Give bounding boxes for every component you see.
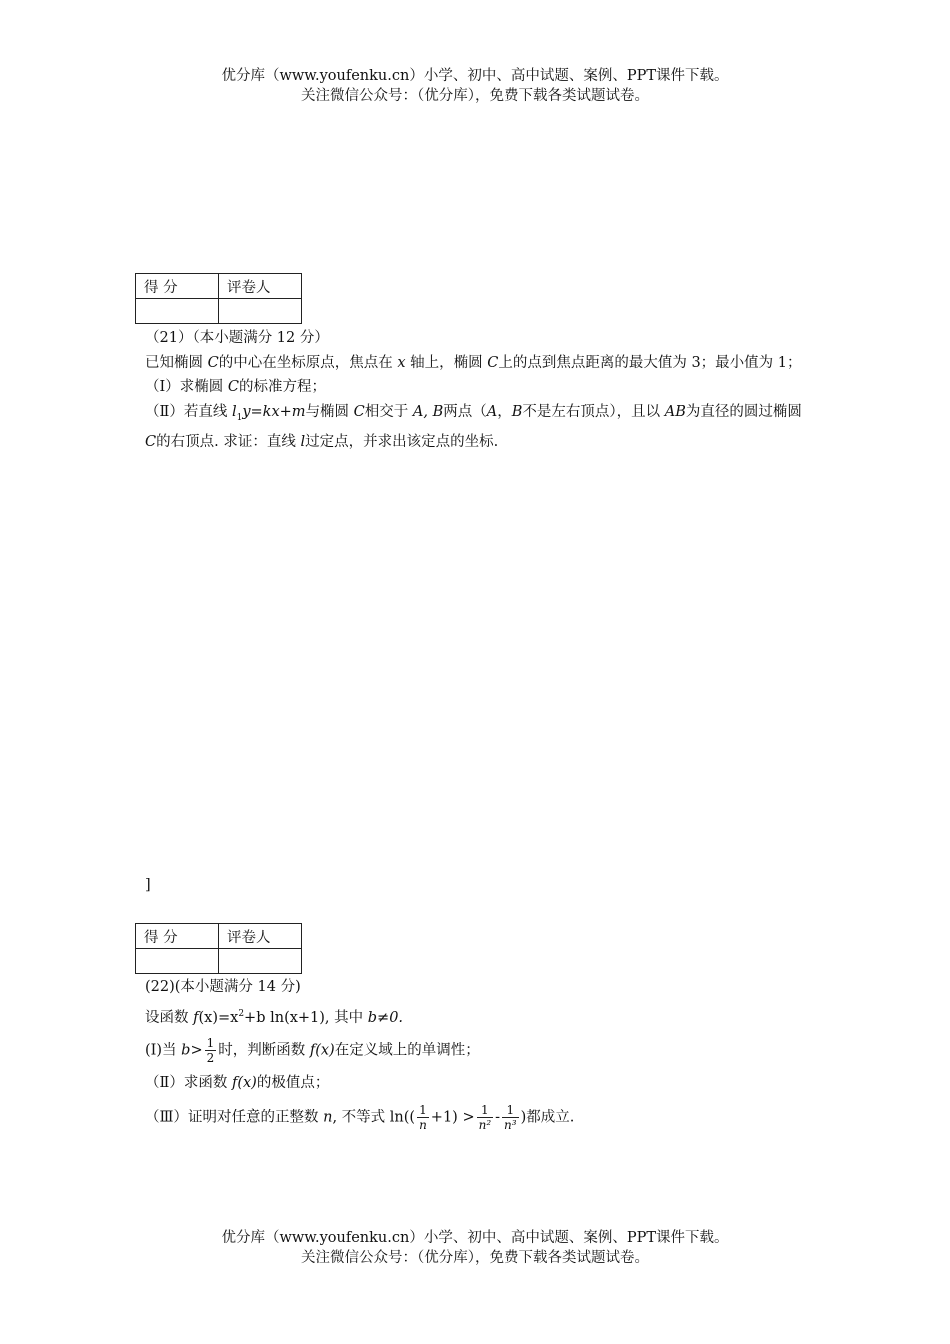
q21-part-1: （Ⅰ）求椭圆 C的标准方程； (145, 379, 326, 395)
q21-part-2: （Ⅱ）若直线 $l_1y=kx+m$与椭圆 C相交于 A, B两点（A，B不是左右顶点），且以 AB为直径的圆过椭圆 C的右顶点. 求证：直线 l过定点，并求出该定点的坐标. (145, 403, 802, 450)
q22-stem: 设函数 $f(x)=x^2+b$ ln(x+1), 其中 b≠0. (145, 1008, 404, 1026)
fraction-1-over-n: $\frac{1}{n}$ (419, 1103, 427, 1133)
header-line-2: 关注微信公众号：（优分库），免费下载各类试题试卷。 (301, 88, 649, 104)
score-label: 得 分 (136, 924, 219, 949)
score-label: 得 分 (136, 274, 219, 299)
score-cell (136, 949, 219, 974)
grader-label: 评卷人 (219, 924, 302, 949)
grader-cell (219, 949, 302, 974)
question-21 (145, 326, 810, 454)
question-22 (145, 975, 810, 1132)
fraction-1-over-n3: $\frac{1}{\text{n³}}$ (504, 1103, 517, 1133)
q21-stem: 已知椭圆 C的中心在坐标原点，焦点在 x 轴上，椭圆 C上的点到焦点距离的最大值为 3；最小值为 1； (145, 354, 802, 371)
q22-part-3: （Ⅲ）证明对任意的正整数 n, 不等式 ln(( $\frac{1}{n}$ +1) > $\frac{1}{\text{n²}}$ - $\frac{1}{\text{n³}}$ )都成立. (145, 1103, 575, 1133)
page-footer (0, 1228, 950, 1268)
q22-part-2: （Ⅱ）求函数 f(x)的极值点； (145, 1074, 330, 1091)
grader-cell (219, 299, 302, 324)
score-table-q22 (135, 923, 302, 974)
q21-heading: （21）（本小题满分 12 分） (145, 330, 329, 346)
q22-heading: (22)(本小题满分 14 分) (145, 979, 301, 995)
score-cell (136, 299, 219, 324)
fraction-one-half: $\frac{1}{2}$ (206, 1035, 215, 1065)
grader-label: 评卷人 (219, 274, 302, 299)
page-header (0, 66, 950, 106)
fraction-1-over-n2: $\frac{1}{\text{n²}}$ (478, 1103, 492, 1133)
q22-part-1: (Ⅰ)当 b> $\frac{1}{2}$ 时，判断函数 f(x)在定义域上的单调性； (145, 1035, 480, 1065)
stray-bracket: ] (145, 877, 151, 893)
score-table-q21 (135, 273, 302, 324)
header-line-1: 优分库（www.youfenku.cn）小学、初中、高中试题、案例、PPT课件下载。 (221, 68, 729, 84)
footer-line-1: 优分库（www.youfenku.cn）小学、初中、高中试题、案例、PPT课件下载。 (221, 1230, 729, 1246)
footer-line-2: 关注微信公众号：（优分库），免费下载各类试题试卷。 (301, 1250, 649, 1266)
